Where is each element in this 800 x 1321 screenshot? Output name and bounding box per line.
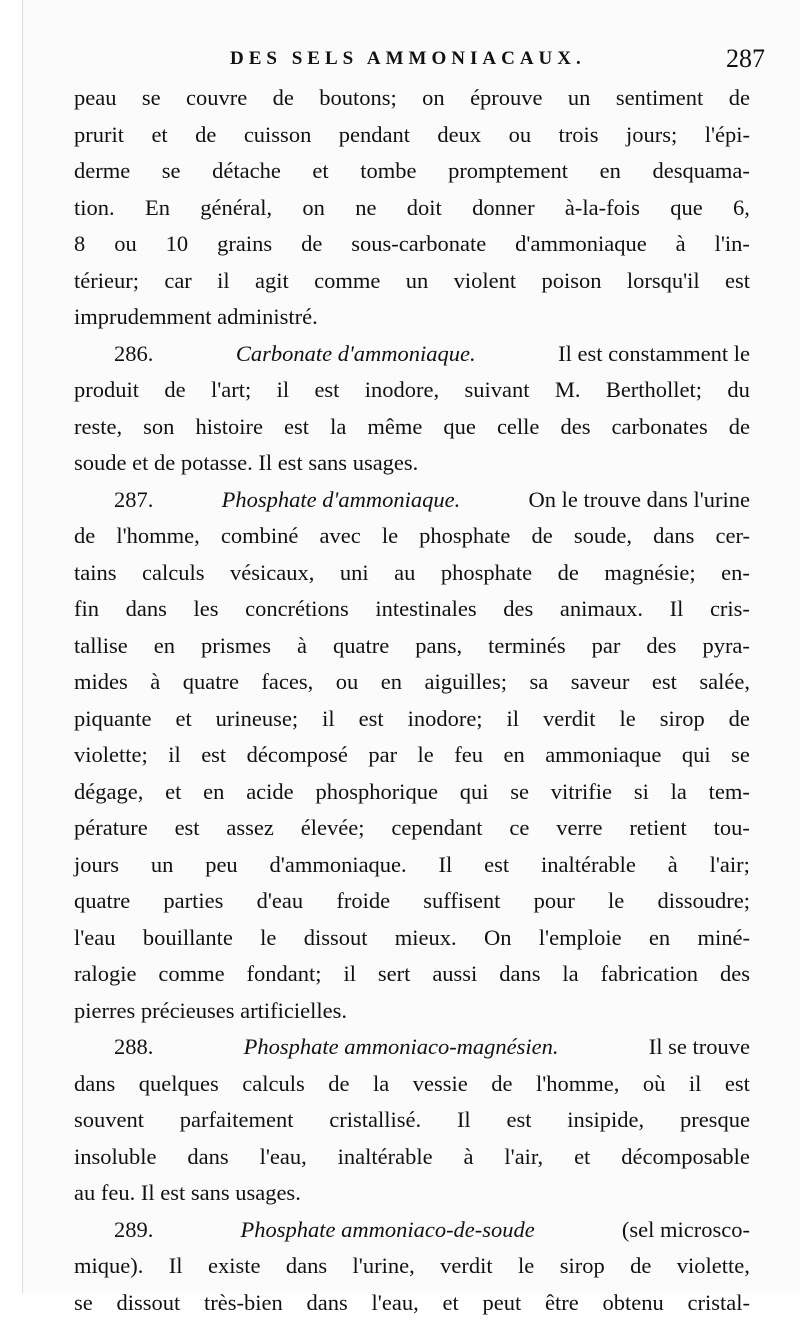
section-heading-289: 289. Phosphate ammoniaco-de-soude (sel microsco-: [74, 1212, 750, 1249]
text-line: ralogie comme fondant; il sert aussi dans la fabrication des: [74, 956, 750, 993]
text-line: tains calculs vésicaux, uni au phosphate de magnésie; en-: [74, 555, 750, 592]
section-title: Phosphate ammoniaco-magnésien.: [244, 1029, 559, 1066]
text-line: pérature est assez élevée; cependant ce verre retient tou-: [74, 810, 750, 847]
text-line: insoluble dans l'eau, inaltérable à l'air, et décomposable: [74, 1139, 750, 1176]
text-line: 8 ou 10 grains de sous-carbonate d'ammoniaque à l'in-: [74, 226, 750, 263]
text-line: jours un peu d'ammoniaque. Il est inaltérable à l'air;: [74, 847, 750, 884]
running-head: DES SELS AMMONIACAUX.: [230, 48, 586, 70]
section-title: Phosphate ammoniaco-de-soude: [240, 1212, 534, 1249]
text-line: soude et de potasse. Il est sans usages.: [74, 445, 750, 482]
text-line: l'eau bouillante le dissout mieux. On l'emploie en miné-: [74, 920, 750, 957]
text-line: peau se couvre de boutons; on éprouve un sentiment de: [74, 80, 750, 117]
text-line: dégage, et en acide phosphorique qui se vitrifie si la tem-: [74, 774, 750, 811]
section-heading-287: 287. Phosphate d'ammoniaque. On le trouve dans l'urine: [74, 482, 750, 519]
body-text: [74, 80, 750, 1321]
text-line: mides à quatre faces, ou en aiguilles; sa saveur est salée,: [74, 664, 750, 701]
text-line: de l'homme, combiné avec le phosphate de soude, dans cer-: [74, 518, 750, 555]
text-line: fin dans les concrétions intestinales des animaux. Il cris-: [74, 591, 750, 628]
text-line: reste, son histoire est la même que celle des carbonates de: [74, 409, 750, 446]
section-number: 288.: [114, 1029, 153, 1066]
section-number: 286.: [114, 336, 153, 373]
text-line: mique). Il existe dans l'urine, verdit le sirop de violette,: [74, 1248, 750, 1285]
page-edge: [0, 0, 23, 1293]
section-heading-288: 288. Phosphate ammoniaco-magnésien. Il se trouve: [74, 1029, 750, 1066]
text-line: tallise en prismes à quatre pans, terminés par des pyra-: [74, 628, 750, 665]
text-line: derme se détache et tombe promptement en desquama-: [74, 153, 750, 190]
text-line: au feu. Il est sans usages.: [74, 1175, 750, 1212]
text-line: térieur; car il agit comme un violent poison lorsqu'il est: [74, 263, 750, 300]
section-heading-286: 286. Carbonate d'ammoniaque. Il est constamment le: [74, 336, 750, 373]
text-line: violette; il est décomposé par le feu en ammoniaque qui se: [74, 737, 750, 774]
page-number: 287: [726, 44, 765, 74]
section-number: 287.: [114, 482, 153, 519]
text-line: se dissout très-bien dans l'eau, et peut être obtenu cristal-: [74, 1285, 750, 1321]
text-line: souvent parfaitement cristallisé. Il est insipide, presque: [74, 1102, 750, 1139]
page-header: [75, 44, 765, 78]
text-line: tion. En général, on ne doit donner à-la-fois que 6,: [74, 190, 750, 227]
section-number: 289.: [114, 1212, 153, 1249]
text-line: dans quelques calculs de la vessie de l'homme, où il est: [74, 1066, 750, 1103]
text-line: quatre parties d'eau froide suffisent pour le dissoudre;: [74, 883, 750, 920]
text-line: piquante et urineuse; il est inodore; il verdit le sirop de: [74, 701, 750, 738]
text-line: prurit et de cuisson pendant deux ou trois jours; l'épi-: [74, 117, 750, 154]
text-line: imprudemment administré.: [74, 299, 750, 336]
section-title: Carbonate d'ammoniaque.: [236, 336, 476, 373]
text-line: produit de l'art; il est inodore, suivant M. Berthollet; du: [74, 372, 750, 409]
section-title: Phosphate d'ammoniaque.: [222, 482, 461, 519]
text-line: pierres précieuses artificielles.: [74, 993, 750, 1030]
